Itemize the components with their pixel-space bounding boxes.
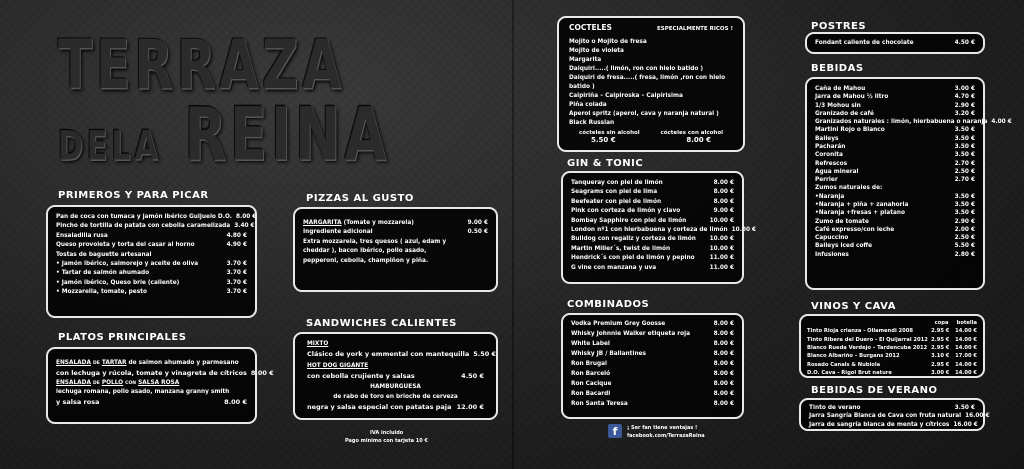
vino-botella: 14.00 € — [955, 328, 977, 335]
vino-botella: 17.00 € — [955, 353, 977, 360]
brand-line-2 — [58, 92, 390, 177]
combinado-item-price: 8.00 € — [713, 380, 734, 387]
combinado-item-row — [571, 360, 734, 370]
pizzas-box — [293, 207, 498, 292]
plato-1-a: ENSALADA — [56, 360, 91, 366]
combinado-item-row — [571, 320, 734, 330]
bebida-item-price: 2.70 € — [954, 177, 975, 184]
postre-item-name: Fondant caliente de chocolate — [815, 40, 914, 46]
bebida-item-name: •Naranja +fresas + platano — [815, 210, 905, 217]
primeros-item-price: 4.90 € — [226, 242, 247, 249]
combinado-item-price: 8.00 € — [713, 370, 734, 377]
bebida-item-name: Zumos naturales de: — [815, 185, 883, 192]
plato-1-line-1 — [56, 359, 247, 368]
vino-prices — [931, 327, 977, 335]
gin-item-name: Beefeater con piel de limón — [571, 198, 662, 205]
sandwich-mixto-price: 5.50 € — [473, 350, 497, 359]
gin-item-row — [571, 245, 734, 254]
bebida-item-name: Jarra de Mahou ½ litro — [815, 94, 889, 101]
combinado-item-row — [571, 400, 734, 410]
bebida-item-row — [815, 85, 975, 93]
pizza-extras-text: Extra mozzarela, tres quesos ( azul, edam y cheddar ), bacon ibérico, pollo asado, pepperoni, cebolla, champiñon y piña. — [303, 238, 447, 265]
gin-item-price: 10.00 € — [731, 226, 757, 233]
bebida-item-row — [815, 160, 975, 168]
primeros-item-row — [56, 251, 247, 260]
gin-item-row — [571, 226, 757, 235]
combinado-item-price: 8.00 € — [713, 390, 734, 397]
primeros-item-row — [56, 222, 255, 231]
vino-row — [807, 344, 977, 352]
primeros-item-name: Tostas de baguette artesanal — [56, 251, 152, 258]
bebida-item-price: 3.50 € — [954, 193, 975, 200]
primeros-box — [46, 205, 257, 318]
gin-item-name: Hendrick´s con piel de limón y pepino — [571, 255, 695, 262]
combinado-item-price: 8.00 € — [713, 350, 734, 357]
bebida-item-price: 2.70 € — [954, 160, 975, 167]
primeros-item-name: Pincho de tortilla de patata con cebolla caramelizada — [56, 223, 231, 230]
bebida-item-name: Refrescos — [815, 160, 848, 167]
primeros-item-name: • Jamón ibérico, salmorejo y aceite de oliva — [56, 260, 199, 267]
primeros-item-row — [56, 213, 257, 222]
bebida-item-name: 1/3 Mohou sin — [815, 102, 861, 109]
vino-name: D.O. Cava - Rigol Brut nature — [807, 369, 892, 376]
primeros-item-name: Ensaladilla rusa — [56, 232, 108, 239]
plato-2-e: SALSA ROSA — [138, 379, 180, 386]
combinado-item-row — [571, 380, 734, 390]
primeros-item-row — [56, 288, 247, 297]
verano-item-name: Jarra de sangría blanca de menta y cítricos — [809, 421, 950, 428]
bebida-item-name: Baileys — [815, 135, 839, 142]
primeros-item-row — [56, 279, 247, 288]
combinado-item-row — [571, 390, 734, 400]
coctel-item: Piña colada — [569, 101, 607, 108]
vino-name: Tinto Ribera del Duero - El Quijarral 2012 — [807, 336, 928, 343]
combinado-item-row — [571, 350, 734, 360]
primeros-item-price: 8.00 € — [235, 214, 257, 220]
combinados-heading: COMBINADOS — [567, 299, 650, 310]
combinado-item-price: 8.00 € — [713, 321, 734, 327]
coctel-item: Mojito o Mojito de fresa — [569, 39, 647, 45]
bebida-item-name: Pacharán — [815, 143, 846, 150]
bebida-item-price: 3.50 € — [954, 210, 975, 217]
gin-item-name: Pink con corteza de limón y clavo — [571, 208, 681, 215]
sandwich-hotdog-desc: con cebolla crujiente y salsas — [307, 371, 415, 380]
bebida-item-row — [815, 151, 975, 159]
gin-item-price: 8.00 € — [713, 198, 734, 205]
facebook-link[interactable]: facebook.com/TerrazaReina — [627, 433, 705, 439]
plato-2-line-3 — [56, 397, 247, 407]
verano-item-name: Jarra Sangría Blanca de Cava con fruta natural — [809, 413, 962, 420]
bebida-item-row — [815, 234, 975, 242]
cocteles-con-price: 8.00 € — [686, 135, 711, 144]
sandwich-burger-desc1: de rabo de toro en brioche de cerveza — [333, 393, 458, 400]
pizza-margarita-price: 9.00 € — [467, 220, 488, 226]
gin-item-name: Martin Miller´s, twist de limón — [571, 245, 671, 252]
plato-1-desc: con lechuga y rúcola, tomate y vinagreta de cítricos — [56, 369, 247, 378]
brand-reina: REINA — [184, 92, 391, 178]
primeros-item-name: • Tartar de salmón ahumado — [56, 270, 150, 277]
plato-2-a: ENSALADA — [56, 379, 91, 386]
bebidas-heading: BEBIDAS — [811, 63, 864, 74]
pizza-margarita-detail: (Tomate y mozzarela) — [343, 220, 414, 226]
bebida-item-row — [815, 218, 975, 226]
postres-box — [805, 32, 985, 54]
gin-item-price: 10.00 € — [709, 217, 734, 224]
bebida-item-price: 5.50 € — [954, 243, 975, 250]
bebida-item-name: Infusiones — [815, 251, 849, 258]
plato-2-b: DE — [92, 380, 100, 386]
sandwich-burger-desc1-row — [307, 393, 484, 402]
primeros-item-price: 4.80 € — [226, 232, 247, 239]
verano-item-name: Tinto de verano — [809, 405, 861, 411]
gin-item-price: 11.00 € — [709, 255, 734, 262]
sandwich-hotdog-price: 4.50 € — [461, 371, 484, 380]
bebida-item-name: Martini Rojo o Blanco — [815, 127, 885, 134]
bebida-item-row — [815, 251, 975, 259]
coctel-item: Black Russian — [569, 119, 615, 126]
vino-row — [807, 336, 977, 344]
vino-prices — [931, 369, 977, 377]
bebida-item-row — [815, 226, 975, 234]
primeros-item-row — [56, 232, 247, 241]
combinado-item-name: Vodka Premium Grey Goosse — [571, 321, 666, 327]
verano-item-price: 3.50 € — [954, 405, 975, 411]
vinos-header-row — [807, 319, 977, 327]
cocteles-box — [557, 16, 745, 152]
vino-name: Tinto Rioja crianza - Ollamendi 2008 — [807, 328, 913, 335]
coctel-item: Daiquiri de fresa.....( fresa, limón ,ron con hielo batido ) — [569, 74, 726, 90]
primeros-item-row — [56, 260, 247, 269]
combinado-item-price: 8.00 € — [713, 330, 734, 337]
sandwich-hotdog-name: HOT DOG GIGANTE — [307, 362, 369, 369]
facebook-icon[interactable]: f — [608, 424, 622, 438]
bebida-item-price: 3.50 € — [954, 135, 975, 142]
plato-2-desc-2: y salsa rosa — [56, 398, 100, 407]
postre-item-price: 4.50 € — [954, 40, 975, 46]
primeros-item-name: • Mozzarella, tomate, pesto — [56, 289, 147, 296]
bebida-item-row — [815, 168, 975, 176]
gin-item-row — [571, 217, 734, 226]
verano-item-row — [809, 404, 975, 412]
combinado-item-name: Ron Bacardi — [571, 390, 611, 397]
sandwich-burger-desc2-row — [307, 402, 484, 412]
primeros-item-name: Pan de coca con tumaca y jamón ibérico Guijuelo D.O. — [56, 214, 232, 220]
platos-heading: PLATOS PRINCIPALES — [58, 332, 187, 343]
pizza-extra-name: Ingrediente adicional — [303, 229, 373, 236]
plato-1-line-2 — [56, 368, 274, 378]
primeros-item-name: • Jamón ibérico, Queso brie (caliente) — [56, 279, 180, 286]
vino-botella: 14.00 € — [955, 344, 977, 351]
plato-1-d: de salmon ahumado y parmesano — [128, 360, 239, 366]
vinos-list — [807, 327, 977, 377]
iva-line-1: IVA incluido — [370, 430, 404, 436]
combinado-item-name: Ron Cacique — [571, 380, 612, 387]
sandwich-mixto-name: MIXTO — [307, 341, 329, 347]
bebida-item-row — [815, 102, 975, 110]
gin-item-price: 10.00 € — [709, 245, 734, 252]
combinados-box — [561, 313, 744, 419]
combinado-item-name: Ron Santa Teresa — [571, 400, 628, 407]
sandwich-mixto — [307, 340, 484, 349]
verano-item-row — [809, 412, 990, 420]
vinos-heading: VINOS Y CAVA — [811, 301, 896, 312]
coctel-item: Daiquiri.....( limón, ron con hielo batido ) — [569, 65, 704, 72]
plato-2-line-1 — [56, 379, 247, 388]
gin-item-name: Tanqueray con piel de limón — [571, 180, 663, 186]
cocteles-con-label: cócteles con alcohol — [660, 129, 723, 136]
vino-prices — [931, 336, 977, 344]
bebida-item-price: 3.50 € — [954, 152, 975, 159]
pizza-extra — [303, 228, 488, 237]
bebida-item-price: 3.50 € — [954, 201, 975, 208]
coctel-item: Caipiriña – Caipiroska – Caipirisima — [569, 92, 683, 99]
sandwich-mixto-desc-row — [307, 349, 497, 359]
brand-de: DE — [58, 123, 112, 171]
brand-la: LA — [111, 123, 162, 171]
gin-item-name: G vine con manzana y uva — [571, 264, 657, 271]
bebida-item-price: 2.90 € — [954, 102, 975, 109]
gin-item-price: 11.00 € — [709, 264, 734, 271]
plato-2-c: POLLO — [101, 379, 124, 386]
plato-2-desc: lechuga romana, pollo asado, manzana granny smith — [56, 388, 230, 395]
verano-item-price: 16.00 € — [953, 421, 978, 428]
bebida-item-price: 4.00 € — [991, 119, 1012, 126]
bebida-item-price: 2.90 € — [954, 218, 975, 225]
vino-prices — [931, 361, 977, 369]
plato-2-d: CON — [125, 380, 137, 386]
vino-botella: 14.00 € — [955, 369, 977, 376]
plato-1-c: TARTAR — [101, 360, 127, 366]
bebida-item-row — [815, 143, 975, 151]
bebida-item-name: Agua mineral — [815, 168, 859, 175]
combinado-item-price: 8.00 € — [713, 340, 734, 347]
bebida-item-name: Capuccino — [815, 235, 849, 242]
facebook-line-1: ¡ Ser fan tiene ventajas ! — [627, 425, 698, 431]
combinado-item-row — [571, 370, 734, 380]
cocteles-sin-label: cócteles sin alcohol — [579, 129, 640, 136]
bebida-item-row — [815, 110, 975, 118]
combinado-item-name: Ron Brugal — [571, 360, 608, 367]
bebida-item-row — [815, 93, 975, 101]
vino-name: Blanco Rueda Verdejo – Tardencuba 2012 — [807, 344, 928, 351]
bebida-item-row — [815, 242, 975, 250]
bebidas-box — [805, 77, 1012, 290]
bebida-item-price: 4.70 € — [954, 94, 975, 101]
coctel-item: Aperol spritz (aperol, cava y naranja natural ) — [569, 110, 719, 117]
gin-item-row — [571, 207, 734, 216]
bebida-item-name: Granizados naturales : limón, hierbabuena o naranja — [815, 119, 988, 126]
bebida-item-row — [815, 118, 1012, 126]
bebida-item-price: 2.00 € — [954, 226, 975, 233]
gin-item-row — [571, 179, 734, 188]
gin-item-name: Bombay Sapphire con piel de limón — [571, 217, 687, 224]
combinado-item-name: Ron Barceló — [571, 370, 611, 377]
vino-row — [807, 369, 977, 377]
vino-name: Rosado Canals & Nubiola — [807, 361, 881, 368]
cocteles-note: ESPECIALMENTE RICOS ! — [657, 26, 733, 32]
vino-prices — [931, 344, 977, 352]
bebida-item-row — [815, 193, 975, 201]
plato-2-price: 8.00 € — [224, 398, 247, 407]
bebida-item-row — [815, 201, 975, 209]
primeros-item-price: 3.70 € — [226, 260, 247, 267]
vino-prices — [931, 352, 977, 360]
gin-item-row — [571, 188, 734, 197]
bebida-item-price: 2.50 € — [954, 235, 975, 242]
bebida-item-name: Granizado de café — [815, 110, 874, 117]
primeros-item-name: Queso provoleta y torta del casar al horno — [56, 242, 195, 249]
bebida-item-row — [815, 135, 975, 143]
combinado-item-price: 8.00 € — [713, 400, 734, 407]
sandwich-mixto-desc: Clásico de york y emmental con mantequilla — [307, 350, 470, 359]
bebida-item-price: 3.00 € — [954, 86, 975, 92]
cocteles-footer-prices — [569, 136, 733, 144]
verano-item-price: 16.00 € — [965, 413, 990, 420]
pizza-margarita-name: MARGARITA — [303, 220, 342, 226]
bebida-item-name: Zumo de tomate — [815, 218, 869, 225]
bebida-item-name: Café expresso/con leche — [815, 226, 895, 233]
coctel-item: Margarita — [569, 56, 602, 63]
pizzas-heading: PIZZAS AL GUSTO — [306, 193, 414, 204]
vino-copa: 2.95 € — [931, 328, 950, 335]
bebida-item-price: 2.80 € — [954, 251, 975, 258]
sandwiches-heading: SANDWICHES CALIENTES — [306, 318, 457, 329]
bebida-item-name: Perrier — [815, 177, 838, 184]
vino-copa: 3.00 € — [931, 369, 950, 376]
gin-item-name: Bulldog con regaliz y corteza de limón — [571, 236, 696, 243]
verano-heading: BEBIDAS DE VERANO — [811, 385, 938, 396]
gin-item-price: 8.00 € — [713, 180, 734, 186]
vinos-col-copa: copa — [934, 320, 949, 326]
pizza-extra-price: 0.50 € — [467, 229, 488, 236]
cocteles-header — [569, 22, 733, 34]
gin-item-price: 10.00 € — [709, 236, 734, 243]
gin-item-name: London nº1 con hierbabuena y corteza de limón — [571, 226, 728, 233]
bebida-item-price: 2.50 € — [954, 168, 975, 175]
vino-copa: 2.95 € — [931, 361, 950, 368]
plato-1-b: DE — [92, 361, 100, 366]
vino-row — [807, 352, 977, 360]
sandwich-hotdog — [307, 362, 484, 371]
bebida-item-name: •Naranja + piña + zanahoria — [815, 201, 909, 208]
platos-box — [46, 347, 274, 424]
gin-item-row — [571, 254, 734, 263]
postre-item-row — [815, 39, 975, 47]
bebida-item-name: Coronita — [815, 152, 843, 159]
bebida-item-row — [815, 176, 975, 184]
primeros-item-row — [56, 241, 247, 250]
primeros-item-price: 3.40 € — [234, 223, 255, 230]
primeros-item-price: 3.70 € — [226, 289, 247, 296]
cocteles-heading: COCTELES — [569, 23, 612, 32]
sandwich-burger-price: 12.00 € — [456, 402, 484, 411]
vino-copa: 2.95 € — [931, 344, 950, 351]
vino-copa: 2.95 € — [931, 336, 950, 343]
bebida-item-name: •Naranja — [815, 193, 845, 200]
plato-2-line-2 — [56, 388, 247, 397]
primeros-item-price: 3.70 € — [226, 270, 247, 277]
vino-row — [807, 327, 977, 335]
primeros-item-row — [56, 269, 247, 278]
gin-heading: GIN & TONIC — [567, 158, 644, 169]
sandwich-burger-name: HAMBURGUESA — [370, 384, 421, 391]
gin-item-row — [571, 198, 734, 207]
bebida-item-price: 3.50 € — [954, 143, 975, 150]
gin-item-price: 9.00 € — [713, 208, 734, 215]
bebida-item-row — [815, 184, 975, 192]
pizza-margarita — [303, 219, 488, 228]
verano-item-row — [809, 421, 978, 429]
combinado-item-row — [571, 340, 734, 350]
vino-copa: 3.10 € — [931, 353, 950, 360]
bebida-item-row — [815, 126, 975, 134]
coctel-item: Mojito de violeta — [569, 47, 624, 54]
gin-item-price: 8.00 € — [713, 189, 734, 196]
combinado-item-name: White Label — [571, 340, 610, 347]
gin-item-name: Seagrams con piel de lima — [571, 189, 658, 196]
verano-box — [799, 398, 990, 431]
bebida-item-row — [815, 209, 975, 217]
brand-line-1: TERRAZA — [58, 26, 345, 105]
vino-botella: 14.00 € — [955, 336, 977, 343]
iva-line-2: Pago minimo con tarjeta 10 € — [345, 438, 428, 444]
bebida-item-name: Baileys iced coffe — [815, 243, 873, 250]
vinos-box — [799, 314, 985, 378]
sandwich-burger-desc2: negra y salsa especial con patatas paja — [307, 402, 452, 411]
cocteles-list — [569, 38, 733, 128]
vino-botella: 14.00 € — [955, 361, 977, 368]
vinos-col-botella: botella — [956, 320, 977, 326]
sandwiches-box — [293, 332, 498, 420]
gin-box — [561, 171, 757, 284]
bebida-item-price: 3.50 € — [954, 127, 975, 134]
bebida-item-name: Caña de Mahou — [815, 86, 866, 92]
primeros-item-price: 3.70 € — [226, 279, 247, 286]
vino-row — [807, 361, 977, 369]
sandwich-hotdog-desc-row — [307, 371, 484, 381]
gin-item-row — [571, 235, 734, 244]
sandwich-burger — [307, 383, 484, 392]
bebida-item-price: 3.20 € — [954, 110, 975, 117]
vino-name: Blanco Albariño – Burgans 2012 — [807, 353, 900, 360]
combinado-item-price: 8.00 € — [713, 360, 734, 367]
postres-heading: POSTRES — [811, 21, 867, 32]
combinado-item-name: Whisky Johnnie Walker etiqueta roja — [571, 330, 691, 337]
cocteles-sin-price: 5.50 € — [591, 135, 616, 144]
plato-1-price: 8.00 € — [250, 369, 274, 378]
combinado-item-row — [571, 330, 734, 340]
combinado-item-name: Whisky JB / Ballantines — [571, 350, 646, 357]
primeros-heading: PRIMEROS Y PARA PICAR — [58, 190, 209, 201]
gin-item-row — [571, 264, 734, 273]
